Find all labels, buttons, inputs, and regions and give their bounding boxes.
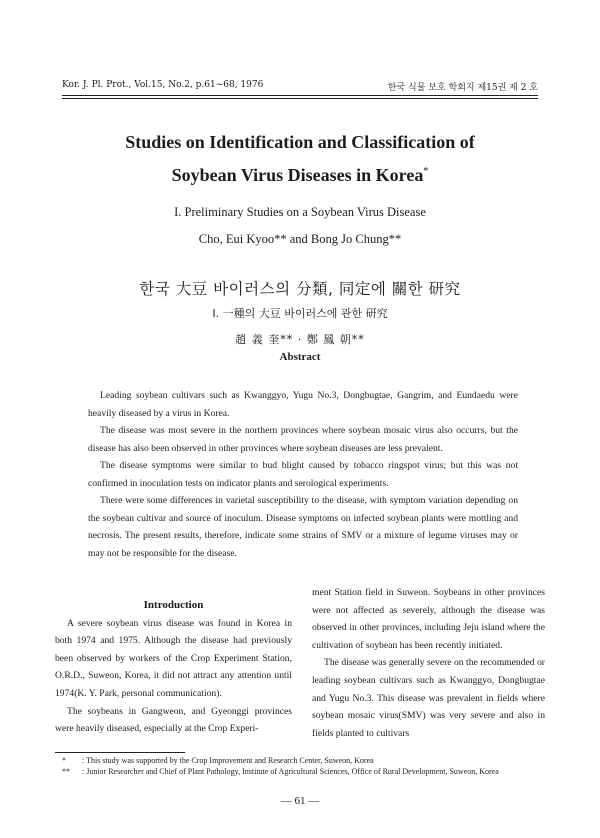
footnote-text: : This study was supported by the Crop Improvement and Research Center, Suweon, Korea: [82, 756, 374, 765]
footnote-text: : Junior Researcher and Chief of Plant Pathology, Institute of Agricultural Sciences, Office of Rural Development, Suweon, Korea: [82, 767, 499, 776]
page-number: — 61 —: [280, 795, 320, 807]
korean-subtitle: Ⅰ. 一種의 大豆 바이러스에 관한 研究: [212, 307, 388, 320]
header-rule-thick: [62, 95, 538, 96]
journal-citation: Kor. J. Pl. Prot., Vol.15, No.2, p.61~68, 1976: [62, 80, 264, 90]
journal-citation-korean: 한국 식물 보호 학회지 제15권 제 2 호: [387, 83, 538, 93]
paper-authors: Cho, Eui Kyoo** and Bong Jo Chung**: [198, 232, 402, 246]
title-line-2-text: Soybean Virus Diseases in Korea: [171, 165, 424, 185]
abstract-paragraph: There were some differences in varietal susceptibility to the disease, with symptom variation depending on the soybean cultivar and source of inoculum. Disease symptoms on infected soybean plants were mottling and necrosis. The present results, therefore, indicate some strains of SMV or a mixture of legume viruses may or may not be responsible for the disease.: [88, 495, 518, 559]
abstract-paragraph: Leading soybean cultivars such as Kwanggyo, Yugu No.3, Dongbugtae, Gangrim, and Eundaedu were heavily diseased by a virus in Korea.: [88, 390, 518, 419]
abstract-paragraph: The disease was most severe in the northern provinces where soybean mosaic virus also occurrs, but the disease has also been observed in other provinces where soybean diseases are less prevalent.: [88, 425, 518, 454]
footnote-marker: *: [62, 756, 66, 765]
introduction-heading: Introduction: [143, 599, 204, 611]
footnote-rule: [55, 752, 185, 753]
korean-title: 한국 大豆 바이러스의 分類, 同定에 關한 研究: [139, 280, 461, 298]
title-line-1: Studies on Identification and Classification of: [125, 132, 475, 152]
footnote-marker: **: [62, 767, 70, 776]
footnote: [62, 766, 552, 777]
footnotes: [62, 755, 552, 777]
body-paragraph: A severe soybean virus disease was found in Korea in both 1974 and 1975. Although the disease had previously been observed by workers of the Crop Experiment Station, O.R.D., Suweon, Korea, it did not attract any attention until 1974(K. Y. Park, personal communication).: [55, 617, 292, 699]
abstract-body: [88, 387, 518, 562]
running-header: [62, 80, 538, 94]
abstract-paragraph: The disease symptoms were similar to bud blight caused by tobacco ringspot virus; but this was not confirmed in inoculation tests on indicator plants and serological experiments.: [88, 460, 518, 489]
body-paragraph: The soybeans in Gangweon, and Gyeonggi provinces were heavily diseased, especially at the Crop Experi-: [55, 705, 292, 735]
header-rule-thin: [62, 98, 538, 99]
right-column: [312, 584, 545, 742]
paper-title: [40, 128, 560, 190]
abstract-heading: Abstract: [279, 351, 321, 363]
title-footnote-marker: *: [423, 166, 429, 177]
left-column: [55, 597, 292, 738]
footnote: [62, 755, 552, 766]
korean-authors: 趙 義 奎** · 鄭 鳳 朝**: [235, 333, 365, 346]
paper-subtitle: I. Preliminary Studies on a Soybean Virus Disease: [174, 205, 426, 219]
body-paragraph-continued: ment Station field in Suweon. Soybeans in other provinces were not affected as severely, although the disease was observed in other provinces, including Jeju island where the cultivation of soybean has been recently initiated.: [312, 587, 545, 651]
title-line-2: [40, 157, 560, 190]
body-paragraph: The disease was generally severe on the recommended or leading soybean cultivars such as Kwanggyo, Dongbugtae and Yugu No.3. This disease was prevalent in fields where soybean mosaic virus(SMV) was very severe and also in fields planted to cultivars: [312, 657, 545, 739]
